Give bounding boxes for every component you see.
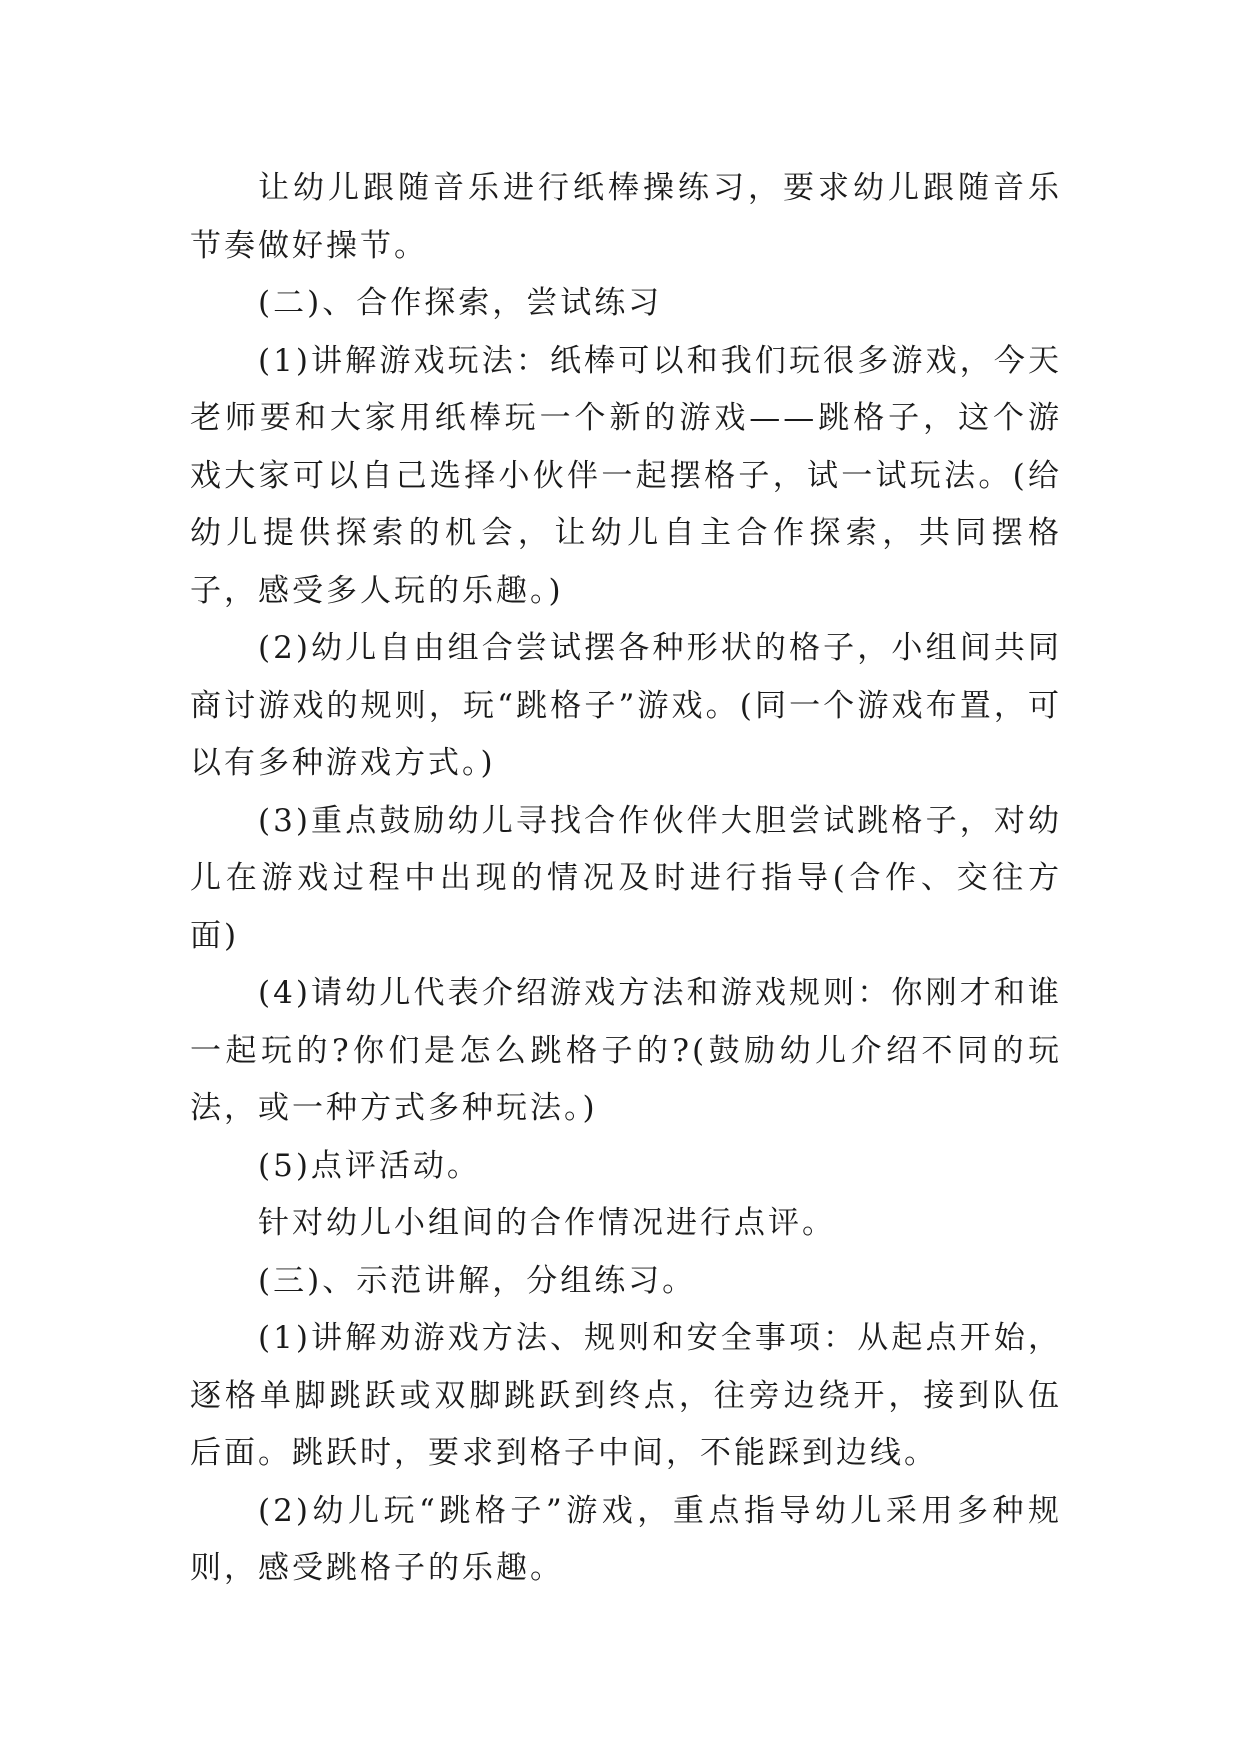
paragraph: (1)讲解劝游戏方法、规则和安全事项：从起点开始，逐格单脚跳跃或双脚跳跃到终点，往旁边绕开，接到队伍后面。跳跃时，要求到格子中间，不能踩到边线。	[190, 1320, 1062, 1471]
paragraph: (3)重点鼓励幼儿寻找合作伙伴大胆尝试跳格子，对幼儿在游戏过程中出现的情况及时进行指导(合作、交往方面)	[190, 802, 1062, 954]
section-heading: (二)、合作探索，尝试练习	[258, 285, 663, 321]
paragraph: 让幼儿跟随音乐进行纸棒操练习，要求幼儿跟随音乐节奏做好操节。	[190, 170, 1062, 264]
section-heading: (三)、示范讲解，分组练习。	[258, 1262, 697, 1299]
paragraph: (4)请幼儿代表介绍游戏方法和游戏规则：你刚才和谁一起玩的?你们是怎么跳格子的?(鼓励幼儿介绍不同的玩法，或一种方式多种玩法。)	[190, 975, 1062, 1126]
paragraph: (5)点评活动。	[258, 1147, 481, 1184]
paragraph: 针对幼儿小组间的合作情况进行点评。	[258, 1205, 836, 1241]
paragraph: (2)幼儿玩“跳格子”游戏，重点指导幼儿采用多种规则，感受跳格子的乐趣。	[190, 1492, 1062, 1586]
paragraph: (1)讲解游戏玩法：纸棒可以和我们玩很多游戏，今天老师要和大家用纸棒玩一个新的游戏——跳格子，这个游戏大家可以自己选择小伙伴一起摆格子，试一试玩法。(给幼儿提供探索的机会，让幼儿自主合作探索，共同摆格子，感受多人玩的乐趣。)	[190, 342, 1062, 609]
document-body	[190, 160, 1062, 1598]
paragraph: (2)幼儿自由组合尝试摆各种形状的格子，小组间共同商讨游戏的规则，玩“跳格子”游戏。(同一个游戏布置，可以有多种游戏方式。)	[190, 630, 1062, 781]
